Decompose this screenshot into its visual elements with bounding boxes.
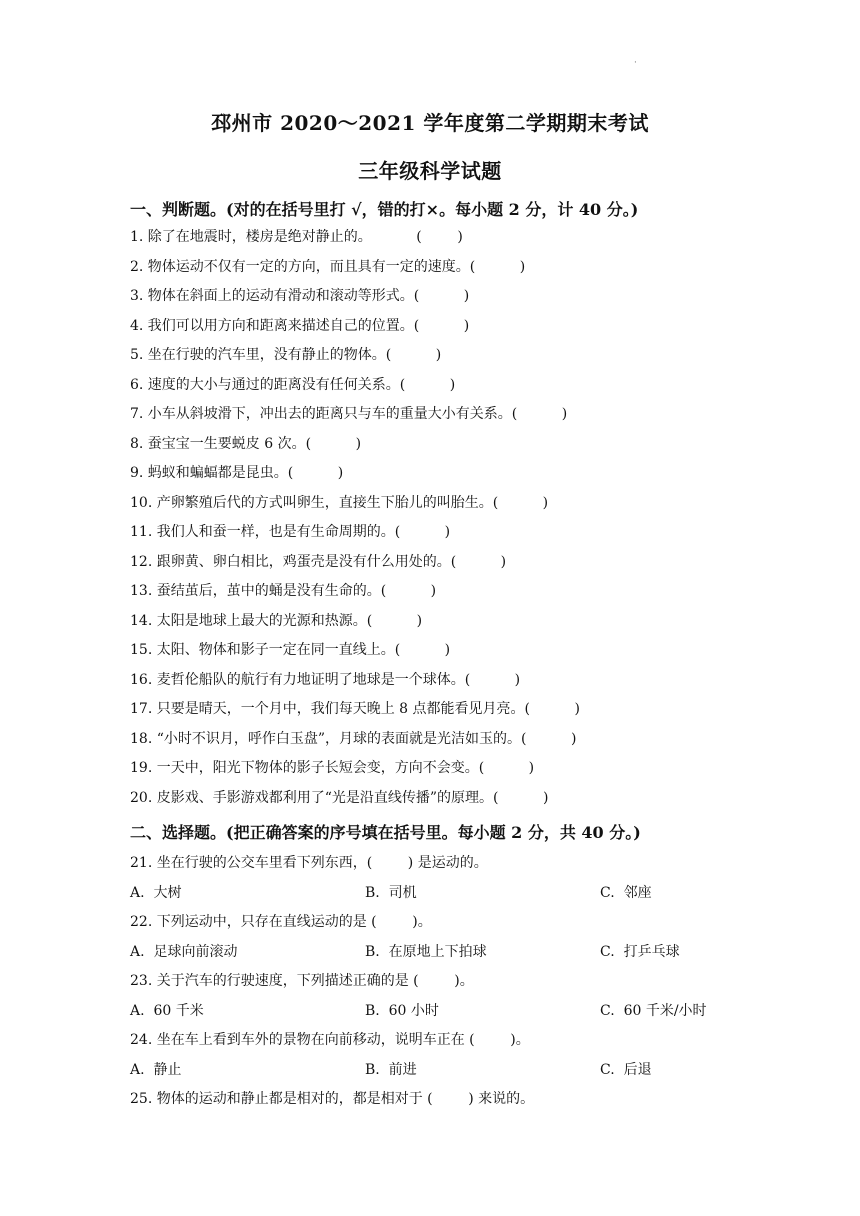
choice-option-a: A. 大树	[130, 885, 182, 901]
true-false-list	[130, 227, 580, 817]
question-item: 4. 我们可以用方向和距离来描述自己的位置。( )	[130, 317, 470, 334]
question-item: 7. 小车从斜坡滑下，冲出去的距离只与车的重量大小有关系。( )	[130, 406, 568, 422]
question-item: 17. 只要是晴天，一个月中，我们每天晚上 8 点都能看见月亮。( )	[130, 701, 580, 717]
question-item: 3. 物体在斜面上的运动有滑动和滚动等形式。( )	[130, 288, 470, 304]
question-item: 1. 除了在地震时，楼房是绝对静止的。 ( )	[130, 229, 463, 245]
choice-question-stem: 25. 物体的运动和静止都是相对的，都是相对于 ( ) 来说的。	[130, 1091, 535, 1107]
choice-option-c: C. 后退	[600, 1062, 652, 1078]
choice-question-stem: 22. 下列运动中，只存在直线运动的是 ( )。	[130, 914, 432, 930]
question-item: 11. 我们人和蚕一样，也是有生命周期的。( )	[130, 524, 451, 540]
question-item: 19. 一天中，阳光下物体的影子长短会变，方向不会变。( )	[130, 760, 535, 776]
section-true-false-heading: 一、判断题。(对的在括号里打 √，错的打×。每小题 2 分，计 40 分。)	[130, 200, 639, 219]
question-item: 16. 麦哲伦船队的航行有力地证明了地球是一个球体。( )	[130, 671, 521, 688]
choice-option-c: C. 打乒乓球	[600, 944, 680, 960]
choice-question-stem: 21. 坐在行驶的公交车里看下列东西，( ) 是运动的。	[130, 855, 488, 871]
choice-option-b: B. 在原地上下拍球	[365, 944, 487, 960]
choice-option-b: B. 司机	[365, 885, 417, 901]
question-item: 15. 太阳、物体和影子一定在同一直线上。( )	[130, 642, 451, 658]
question-item: 5. 坐在行驶的汽车里，没有静止的物体。( )	[130, 347, 442, 363]
choice-option-a: A. 足球向前滚动	[130, 944, 238, 960]
question-item: 12. 跟卵黄、卵白相比，鸡蛋壳是没有什么用处的。( )	[130, 553, 507, 570]
choice-option-a: A. 静止	[130, 1062, 182, 1078]
question-item: 10. 产卵繁殖后代的方式叫卵生，直接生下胎儿的叫胎生。( )	[130, 494, 549, 511]
choice-question-stem: 24. 坐在车上看到车外的景物在向前移动，说明车正在 ( )。	[130, 1032, 530, 1048]
choice-option-b: B. 前进	[365, 1062, 417, 1078]
choice-option-c: C. 60 千米/小时	[600, 1003, 707, 1019]
choice-option-a: A. 60 千米	[130, 1003, 204, 1019]
question-item: 20. 皮影戏、手影游戏都利用了“光是沿直线传播”的原理。( )	[130, 789, 549, 806]
question-item: 6. 速度的大小与通过的距离没有任何关系。( )	[130, 376, 456, 393]
question-item: 2. 物体运动不仅有一定的方向，而且具有一定的速度。( )	[130, 258, 526, 275]
question-item: 9. 蚂蚁和蝙蝠都是昆虫。( )	[130, 465, 344, 481]
corner-mark: ·	[634, 58, 637, 68]
choice-option-b: B. 60 小时	[365, 1003, 439, 1019]
question-item: 13. 蚕结茧后，茧中的蛹是没有生命的。( )	[130, 583, 437, 599]
question-item: 8. 蚕宝宝一生要蜕皮 6 次。( )	[130, 435, 362, 452]
question-item: 18. “小时不识月，呼作白玉盘”，月球的表面就是光洁如玉的。( )	[130, 730, 577, 747]
section-choice-heading: 二、选择题。(把正确答案的序号填在括号里。每小题 2 分，共 40 分。)	[130, 823, 641, 842]
exam-subtitle: 三年级科学试题	[358, 159, 502, 183]
question-item: 14. 太阳是地球上最大的光源和热源。( )	[130, 612, 423, 629]
choice-option-c: C. 邻座	[600, 885, 652, 901]
exam-title: 邳州市 2020～2021 学年度第二学期期末考试	[211, 111, 649, 135]
choice-question-stem: 23. 关于汽车的行驶速度，下列描述正确的是 ( )。	[130, 973, 474, 989]
